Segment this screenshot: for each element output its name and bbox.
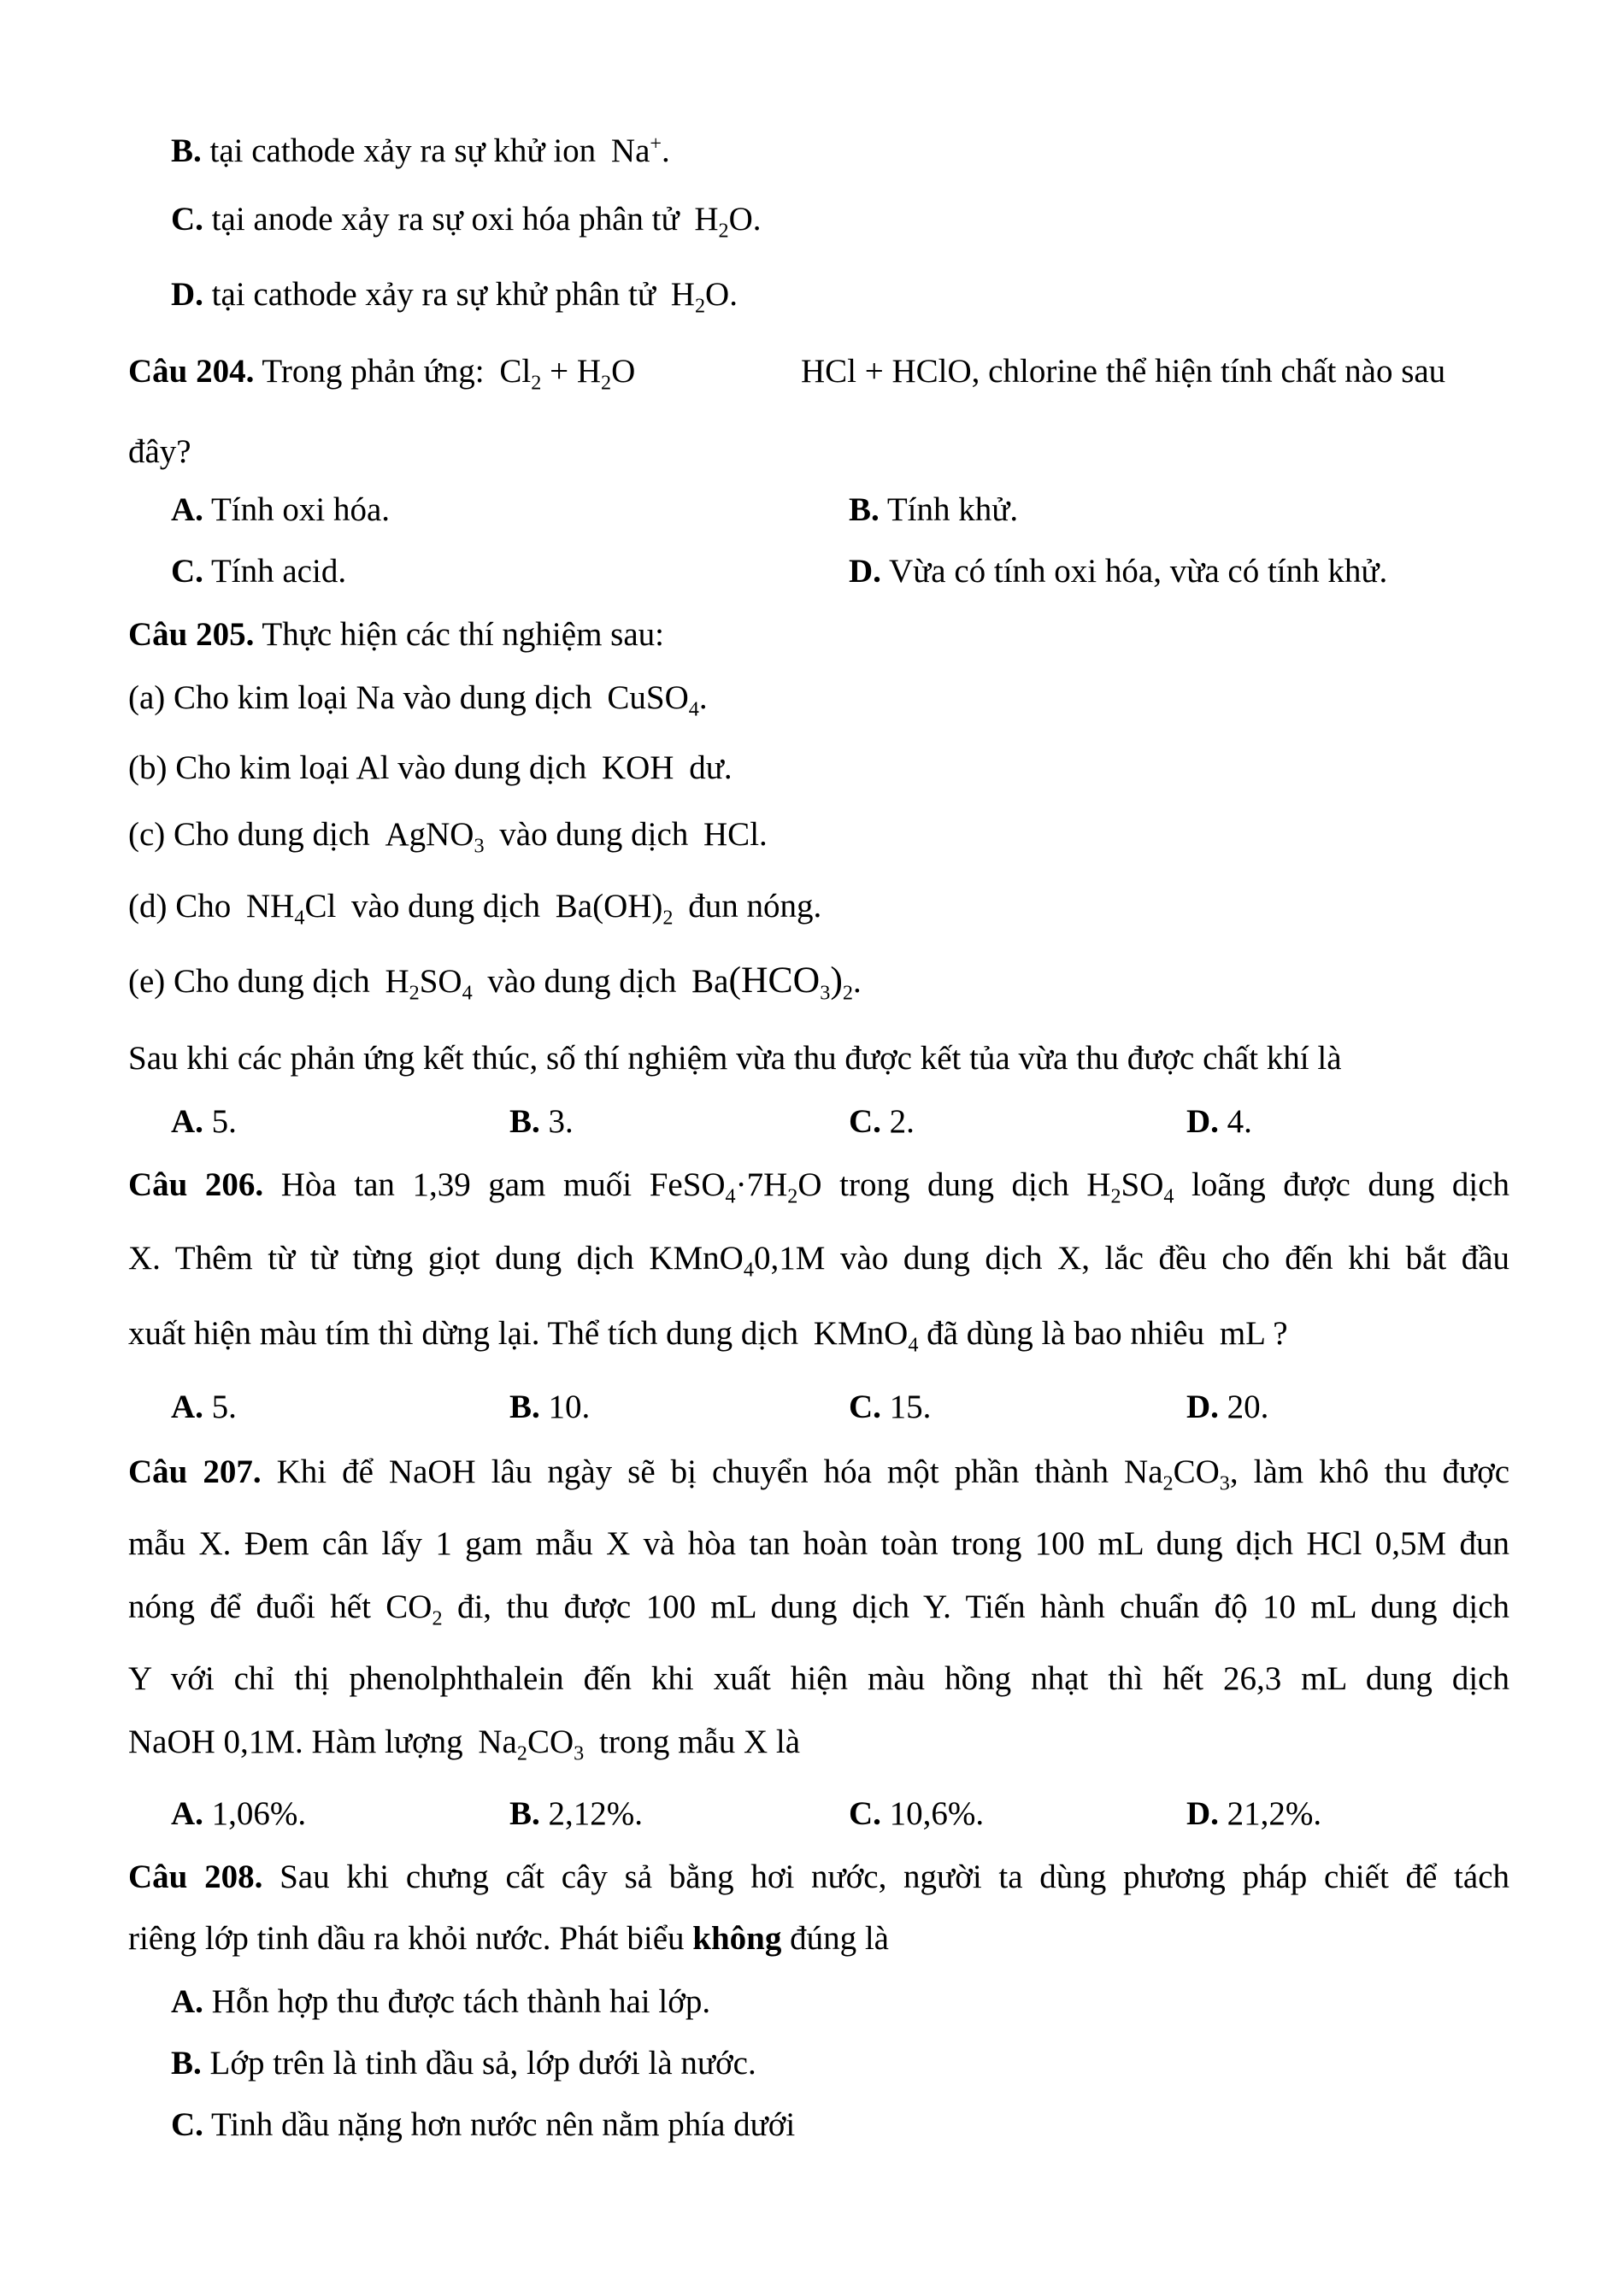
q205-option-d[interactable]: D. 4. <box>1186 1103 1252 1140</box>
question-number: Câu 208. <box>128 1859 263 1895</box>
option-label: B. <box>171 132 202 169</box>
q205-option-b[interactable]: B. 3. <box>509 1103 574 1140</box>
q207-line3: nóng để đuổi hết $CO_2$ đi, thu được 100 mL dung dịch Y. Tiến hành chuẩn độ 10 mL dung dịch <box>128 1588 1510 1630</box>
q205-item-e: (e) Cho dung dịch $H_2SO_4$ vào dung dịch $Ba(HCO_3)_2$. <box>128 960 862 1005</box>
emphasis-not: không <box>692 1920 782 1957</box>
q206-line2: X. Thêm từ từ từng giọt dung dịch KMnO$_4$0,1M vào dung dịch X, lắc đều cho đến khi bắt đầu <box>128 1240 1510 1282</box>
q205-item-c: (c) Cho dung dịch AgNO$_3$ vào dung dịch HCl. <box>128 816 768 858</box>
q207-option-d[interactable]: D. 21,2%. <box>1186 1795 1322 1832</box>
q205-question <box>128 1037 1342 1080</box>
question-number: Câu 204. <box>128 353 255 390</box>
q206-option-d[interactable]: D. 20. <box>1186 1389 1269 1425</box>
q204-option-c[interactable]: C. Tính acid. <box>171 553 347 590</box>
question-text: đây? <box>128 433 191 470</box>
formula-h2o: $H_2O$. <box>670 276 738 318</box>
q208-line1: Câu 208. Sau khi chưng cất cây sả bằng hơi nước, người ta dùng phương pháp chiết để tách <box>128 1859 1510 1895</box>
option-label: D. <box>171 276 203 313</box>
q207-option-b[interactable]: B. 2,12%. <box>509 1795 644 1832</box>
q205-item-a: (a) Cho kim loại Na vào dung dịch CuSO$_4$. <box>128 679 708 721</box>
q206-option-a[interactable]: A. 5. <box>171 1389 237 1425</box>
prev-option-b: B. tại cathode xảy ra sự khử ion Na+. <box>171 132 670 169</box>
q207-line1: Câu 207. Khi để NaOH lâu ngày sẽ bị chuyển hóa một phần thành $Na_2CO_3$, làm khô thu được <box>128 1453 1510 1495</box>
q208-option-b[interactable]: B. Lớp trên là tinh dầu sả, lớp dưới là nước. <box>171 2045 756 2082</box>
option-text: tại cathode xảy ra sự khử ion <box>209 132 597 169</box>
q208-option-c[interactable]: C. Tinh dầu nặng hơn nước nên nằm phía dưới <box>171 2106 796 2143</box>
q204-option-a[interactable]: A. Tính oxi hóa. <box>171 491 391 528</box>
question-text: Sau khi các phản ứng kết thúc, số thí nghiệm vừa thu được kết tủa vừa thu được chất khí là <box>128 1040 1342 1077</box>
question-text: Trong phản ứng: <box>262 353 485 390</box>
q204-line1-left <box>128 350 635 393</box>
formula-na: Na+ <box>610 132 662 169</box>
reactants: $Cl_2 + H_2O$ <box>499 353 636 395</box>
q207-line4: Y với chỉ thị phenolphthalein đến khi xuất hiện màu hồng nhạt thì hết 26,3 mL dung dịch <box>128 1660 1509 1697</box>
q205-heading <box>128 614 664 656</box>
prev-option-c <box>171 198 762 241</box>
q207-line2: mẫu X. Đem cân lấy 1 gam mẫu X và hòa tan hoàn toàn trong 100 mL dung dịch HCl 0,5M đun <box>128 1525 1509 1562</box>
q205-option-a[interactable]: A. 5. <box>171 1103 237 1140</box>
question-text: HCl + HClO, chlorine thể hiện tính chất nào sau <box>801 353 1446 390</box>
q204-option-b[interactable]: B. Tính khử. <box>849 491 1019 528</box>
q206-option-b[interactable]: B. 10. <box>509 1389 591 1425</box>
q206-option-c[interactable]: C. 15. <box>849 1389 932 1425</box>
q207-line5: NaOH 0,1M. Hàm lượng $Na_2CO_3$ trong mẫu X là <box>128 1723 801 1765</box>
formula-h2o: $H_2O$. <box>694 201 762 243</box>
q204-line2 <box>128 431 191 473</box>
option-label: C. <box>171 201 203 238</box>
q208-line2: riêng lớp tinh dầu ra khỏi nước. Phát biểu không đúng là <box>128 1920 889 1957</box>
option-text: tại anode xảy ra sự oxi hóa phân tử <box>211 201 680 238</box>
q206-line1: Câu 206. Hòa tan 1,39 gam muối $FeSO_4\cdot 7H_2O$ trong dung dịch $H_2SO_4$ loãng được dung dịch <box>128 1166 1510 1208</box>
q205-option-c[interactable]: C. 2. <box>849 1103 915 1140</box>
q205-item-b: (b) Cho kim loại Al vào dung dịch KOH dư. <box>128 749 733 786</box>
q206-line3: xuất hiện màu tím thì dừng lại. Thể tích dung dịch KMnO$_4$ đã dùng là bao nhiêu mL ? <box>128 1315 1288 1357</box>
q208-option-a[interactable]: A. Hỗn hợp thu được tách thành hai lớp. <box>171 1983 711 2020</box>
q207-option-a[interactable]: A. 1,06%. <box>171 1795 307 1832</box>
q205-item-d: (d) Cho $NH_4Cl$ vào dung dịch $Ba(OH)_2$ đun nóng. <box>128 888 822 930</box>
q204-option-d[interactable]: D. Vừa có tính oxi hóa, vừa có tính khử. <box>849 553 1388 590</box>
prev-option-d <box>171 273 738 316</box>
question-number: Câu 207. <box>128 1453 262 1490</box>
question-text: Thực hiện các thí nghiệm sau: <box>262 616 664 653</box>
question-number: Câu 206. <box>128 1166 264 1203</box>
q207-option-c[interactable]: C. 10,6%. <box>849 1795 985 1832</box>
option-text: tại cathode xảy ra sự khử phân tử <box>211 276 656 313</box>
q204-products <box>801 350 1445 393</box>
question-number: Câu 205. <box>128 616 255 653</box>
